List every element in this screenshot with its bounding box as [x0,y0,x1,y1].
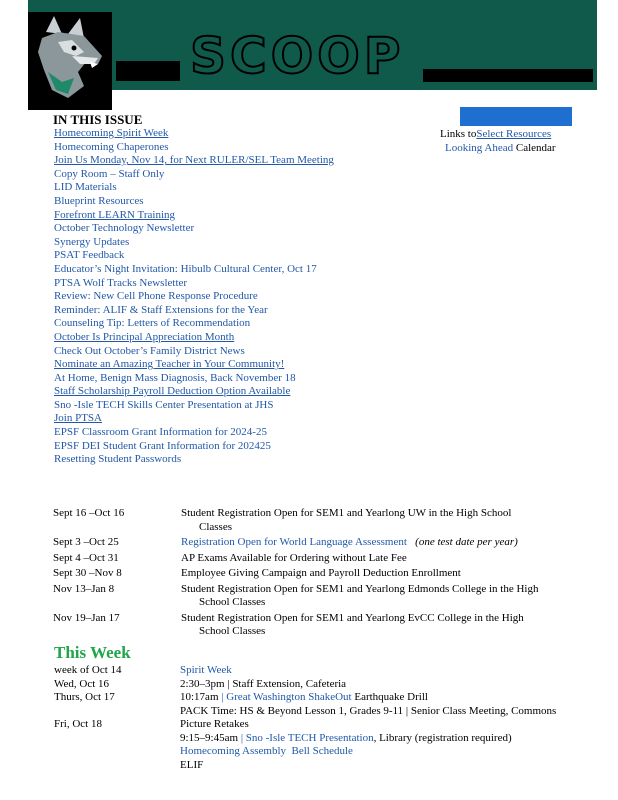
week-row: 9:15–9:45am | Sno -Isle TECH Presentation, Library (registration required) [180,731,512,744]
quick-links [440,127,556,155]
date-range: Sept 16 –Oct 16 [53,507,125,519]
week-day: Fri, Oct 18 [54,718,102,730]
world-language-link[interactable]: Registration Open for World Language Assessment [181,536,407,548]
date-note: (one test date per year) [415,536,518,548]
toc-item[interactable]: October Technology Newsletter [54,222,195,235]
toc-heading: IN THIS ISSUE [53,112,143,127]
week-row [54,718,594,732]
spirit-week-link[interactable]: Spirit Week [180,664,232,676]
date-range: Nov 13–Jan 8 [53,582,115,595]
date-row [53,567,573,581]
toc-item[interactable]: Nominate an Amazing Teacher in Your Community! [54,358,285,371]
date-row [53,612,573,639]
week-text: Picture Retakes [180,718,249,730]
sno-isle-presentation-link[interactable]: Sno -Isle TECH Presentation [245,731,374,744]
week-row [54,705,594,719]
toc-list [54,127,334,467]
toc-item[interactable]: EPSF DEI Student Grant Information for 202425 [54,439,271,452]
toc-item[interactable]: Homecoming Spirit Week [54,127,169,139]
date-row [53,507,573,534]
toc-item[interactable]: Blueprint Resources [54,194,144,207]
week-row: Thurs, Oct 17 10:17am | Great Washington ShakeOut Earthquake Drill [54,691,428,703]
week-time: 10:17am [180,691,219,703]
homecoming-assembly-link[interactable]: Homecoming Assembly [180,745,287,757]
week-text: 2:30–3pm | Staff Extension, Cafeteria [180,677,347,690]
date-row [53,536,573,550]
toc-item[interactable]: Check Out October’s Family District News [54,344,245,357]
this-week-heading: This Week [54,643,131,662]
select-resources-link[interactable]: Select Resources [476,128,552,140]
week-day: Thurs, Oct 17 [54,691,115,703]
date-text: Student Registration Open for SEM1 and Yearlong UW in the High School [181,507,512,519]
date-row [53,583,573,610]
toc-item[interactable]: Counseling Tip: Letters of Recommendation [54,317,251,330]
date-range: Sept 30 –Nov 8 [53,567,122,579]
this-week-schedule [54,664,594,772]
date-text: Student Registration Open for SEM1 and Yearlong EvCC College in the High [181,611,524,624]
shakeout-link[interactable]: Great Washington ShakeOut [226,691,352,703]
looking-ahead-link[interactable]: Looking Ahead [445,142,514,154]
date-range: Sept 3 –Oct 25 [53,536,119,548]
date-range: Nov 19–Jan 17 [53,611,120,624]
date-text: Employee Giving Campaign and Payroll Deduction Enrollment [181,567,461,579]
date-text-cont: School Classes [199,625,266,637]
banner-bar-left [116,61,180,81]
toc-item[interactable]: Join PTSA [54,412,102,425]
date-text-cont: Classes [199,520,232,533]
toc-item[interactable]: October Is Principal Appreciation Month [54,330,235,343]
toc-item[interactable]: Copy Room – Staff Only [54,167,165,180]
toc-item[interactable]: PSAT Feedback [54,249,125,262]
toc-item[interactable]: EPSF Classroom Grant Information for 2024-25 [54,426,267,439]
toc-item[interactable]: Educator’s Night Invitation: Hibulb Cultural Center, Oct 17 [54,262,317,275]
calendar-label: Calendar [515,142,556,154]
date-range: Sept 4 –Oct 31 [53,551,119,564]
week-day: week of Oct 14 [54,664,122,676]
header-blue-block [460,107,572,126]
date-text: AP Exams Available for Ordering without Late Fee [181,551,407,564]
toc-item[interactable]: Review: New Cell Phone Response Procedure [54,290,258,303]
week-text: PACK Time: HS & Beyond Lesson 1, Grades 9-11 | Senior Class Meeting, Commons [180,704,557,717]
newsletter-title: SCOOP [190,27,405,85]
toc-item[interactable]: Sno -Isle TECH Skills Center Presentation at JHS [54,398,274,411]
week-day: Wed, Oct 16 [54,677,110,690]
toc-item[interactable]: Staff Scholarship Payroll Deduction Option Available [54,385,291,398]
toc-item[interactable]: Forefront LEARN Training [54,208,175,221]
week-time: 9:15–9:45am [180,731,239,744]
week-text: ELIF [180,758,204,771]
toc-item[interactable]: At Home, Benign Mass Diagnosis, Back November 18 [54,371,296,384]
banner-bar-right [423,69,593,82]
date-text-cont: School Classes [199,596,266,608]
week-row [54,678,594,692]
date-row [53,552,573,566]
upcoming-dates [53,507,573,641]
week-row [54,664,594,678]
toc-item[interactable]: LID Materials [54,181,117,194]
links-prefix: Links to [440,128,477,140]
toc-item[interactable]: Homecoming Chaperones [54,140,169,153]
date-text: Student Registration Open for SEM1 and Yearlong Edmonds College in the High [181,582,539,595]
week-row [54,759,594,773]
week-row [54,745,594,759]
week-text: , Library (registration required) [373,731,512,744]
bell-schedule-link[interactable]: Bell Schedule [291,745,353,757]
toc-item[interactable]: PTSA Wolf Tracks Newsletter [54,276,188,289]
toc-item[interactable]: Synergy Updates [54,235,130,248]
wolf-logo [28,12,112,110]
toc-item[interactable]: Resetting Student Passwords [54,453,182,466]
week-text: Earthquake Drill [354,691,428,703]
toc-item[interactable]: Reminder: ALIF & Staff Extensions for the Year [54,303,268,316]
toc-item[interactable]: Join Us Monday, Nov 14, for Next RULER/SEL Team Meeting [54,154,334,167]
